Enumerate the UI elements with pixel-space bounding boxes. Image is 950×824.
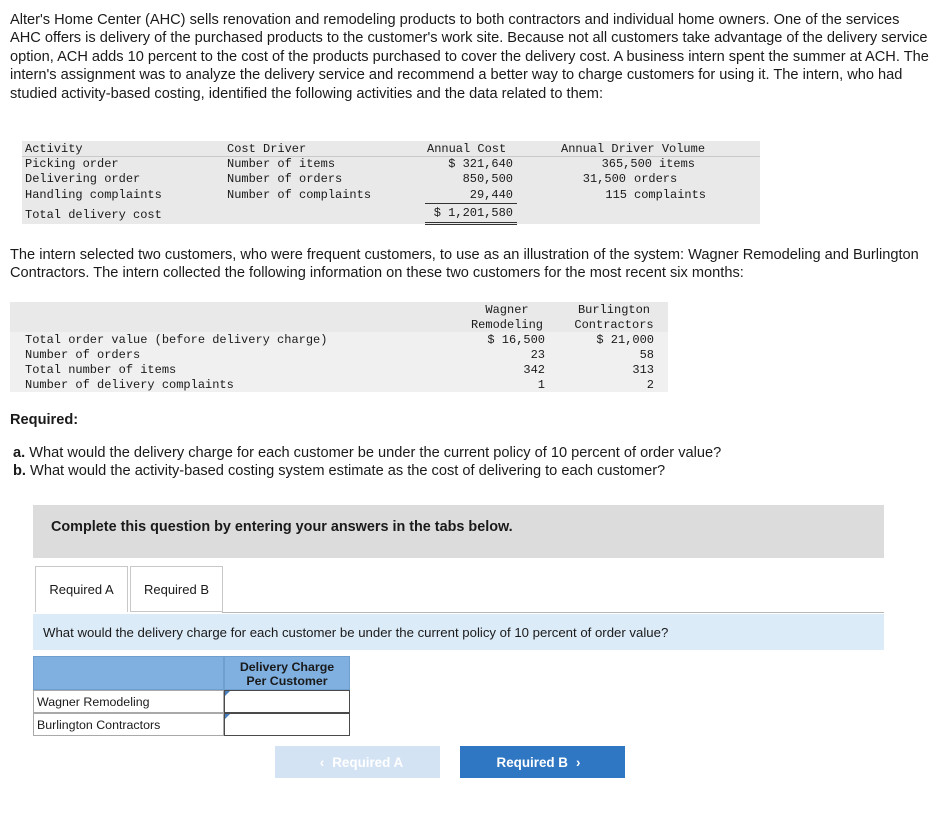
tab-divider bbox=[222, 612, 884, 613]
header-activity: Activity bbox=[25, 142, 83, 156]
col-wagner-line1: Wagner bbox=[485, 303, 529, 317]
burlington-value: 313 bbox=[632, 363, 654, 377]
col-wagner-line2: Remodeling bbox=[470, 318, 543, 332]
customer-row-label: Total order value (before delivery charge) bbox=[25, 333, 328, 347]
total-double-rule-b bbox=[425, 224, 517, 225]
activity-volume-num: 31,500 bbox=[582, 172, 626, 186]
tab-required-b[interactable]: Required B bbox=[130, 566, 223, 612]
burlington-delivery-charge-field[interactable] bbox=[224, 713, 350, 736]
question-text: What would the activity-based costing system estimate as the cost of delivering to each customer? bbox=[30, 463, 666, 479]
wagner-delivery-charge-field[interactable] bbox=[224, 690, 350, 713]
prev-button-label: Required A bbox=[332, 754, 404, 770]
chevron-right-icon: › bbox=[575, 754, 581, 770]
activity-driver: Number of items bbox=[227, 157, 336, 171]
header-annual-cost: Annual Cost bbox=[427, 142, 507, 156]
question-a bbox=[13, 444, 721, 462]
customer-row-label: Number of orders bbox=[25, 348, 141, 362]
col-burlington-line1: Burlington bbox=[577, 303, 650, 317]
activity-cost: $ 321,640 bbox=[448, 157, 513, 171]
tab-question-band bbox=[33, 614, 884, 650]
wagner-value: $ 16,500 bbox=[487, 333, 545, 347]
activity-volume-unit: orders bbox=[634, 172, 678, 186]
question-b bbox=[13, 462, 665, 480]
question-text: What would the delivery charge for each customer be under the current policy of 10 percent of order value? bbox=[29, 445, 722, 461]
required-heading: Required: bbox=[10, 412, 79, 428]
next-button-label: Required B bbox=[496, 754, 568, 770]
activity-volume-unit: complaints bbox=[634, 188, 707, 202]
col-burlington-line2: Contractors bbox=[574, 318, 654, 332]
instruction-text: Complete this question by entering your answers in the tabs below. bbox=[51, 519, 513, 535]
wagner-value: 23 bbox=[530, 348, 545, 362]
answer-header-line1: Delivery Charge bbox=[239, 660, 335, 674]
activity-driver: Number of orders bbox=[227, 172, 343, 186]
burlington-delivery-charge-input[interactable] bbox=[225, 714, 349, 735]
activity-volume-num: 115 bbox=[605, 188, 627, 202]
total-double-rule-a bbox=[425, 222, 517, 223]
burlington-value: 58 bbox=[639, 348, 654, 362]
problem-intro: Alter's Home Center (AHC) sells renovation and remodeling products to both contractors and individual home owners. One of the services AHC offers is delivery of the purchased products to the customer's work site. Because not all customers take advantage of the delivery service option, ACH adds 10 percent to the cost of the products purchased to cover the delivery cost. A business intern spent the summer at ACH. The intern's assignment was to analyze the delivery service and recommend a better way to charge customers for using it. The intern, who had studied activity-based costing, identified the following activities and the data related to them: bbox=[10, 12, 929, 102]
burlington-value: $ 21,000 bbox=[596, 333, 654, 347]
answer-header bbox=[224, 656, 350, 690]
answer-row-label: Burlington Contractors bbox=[33, 713, 224, 736]
answer-header-blank bbox=[33, 656, 224, 690]
total-rule bbox=[425, 203, 517, 204]
customer-row-label: Number of delivery complaints bbox=[25, 378, 234, 392]
activity-cost: 29,440 bbox=[469, 188, 513, 202]
customer-intro: The intern selected two customers, who were frequent customers, to use as an illustration of the system: Wagner Remodeling and Burlington Contractors. The intern collected the following information on these two customers for the most recent six months: bbox=[10, 247, 919, 282]
header-cost-driver: Cost Driver bbox=[227, 142, 307, 156]
activity-name: Delivering order bbox=[25, 172, 141, 186]
answer-header-line2: Per Customer bbox=[246, 674, 328, 688]
chevron-left-icon: ‹ bbox=[319, 754, 325, 770]
activity-name: Picking order bbox=[25, 157, 119, 171]
wagner-delivery-charge-input[interactable] bbox=[225, 691, 349, 712]
activity-volume-unit: items bbox=[659, 157, 696, 171]
total-cost: $ 1,201,580 bbox=[433, 206, 513, 220]
activity-volume-num: 365,500 bbox=[601, 157, 652, 171]
customer-row-label: Total number of items bbox=[25, 363, 177, 377]
tab-question: What would the delivery charge for each customer be under the current policy of 10 percent of order value? bbox=[43, 625, 669, 640]
answer-row-label: Wagner Remodeling bbox=[33, 690, 224, 713]
entry-marker-icon bbox=[225, 691, 230, 696]
entry-marker-icon bbox=[225, 714, 230, 719]
burlington-value: 2 bbox=[646, 378, 654, 392]
wagner-value: 1 bbox=[537, 378, 545, 392]
question-letter: b. bbox=[13, 463, 26, 479]
wagner-value: 342 bbox=[523, 363, 545, 377]
activity-name: Handling complaints bbox=[25, 188, 162, 202]
activity-cost: 850,500 bbox=[462, 172, 513, 186]
header-driver-volume: Annual Driver Volume bbox=[561, 142, 706, 156]
total-label: Total delivery cost bbox=[25, 208, 162, 222]
activity-driver: Number of complaints bbox=[227, 188, 372, 202]
prev-button[interactable] bbox=[275, 746, 440, 778]
next-button[interactable] bbox=[460, 746, 625, 778]
question-letter: a. bbox=[13, 445, 26, 461]
tab-required-a[interactable]: Required A bbox=[35, 566, 128, 612]
instruction-box bbox=[33, 505, 884, 558]
